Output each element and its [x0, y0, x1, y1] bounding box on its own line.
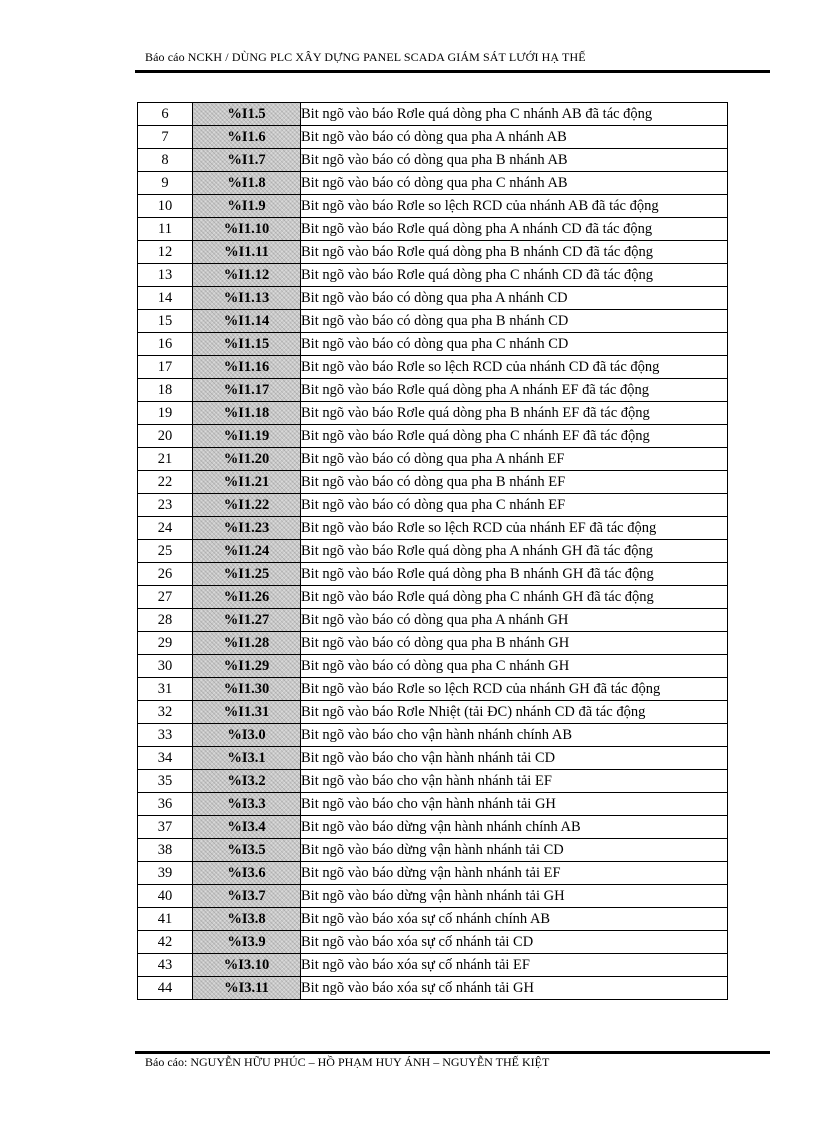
io-description: Bit ngõ vào báo Rơle so lệch RCD của nhánh AB đã tác động [301, 195, 728, 218]
io-description: Bit ngõ vào báo Rơle quá dòng pha B nhánh CD đã tác động [301, 241, 728, 264]
row-number: 17 [138, 356, 193, 379]
table-row [138, 540, 728, 563]
table-row [138, 839, 728, 862]
row-number: 12 [138, 241, 193, 264]
io-address: %I1.24 [193, 540, 301, 563]
io-address: %I1.17 [193, 379, 301, 402]
row-number: 29 [138, 632, 193, 655]
table-row [138, 954, 728, 977]
row-number: 22 [138, 471, 193, 494]
io-description: Bit ngõ vào báo cho vận hành nhánh tải EF [301, 770, 728, 793]
table-row [138, 517, 728, 540]
io-address: %I1.31 [193, 701, 301, 724]
io-description: Bit ngõ vào báo có dòng qua pha C nhánh AB [301, 172, 728, 195]
table-row [138, 609, 728, 632]
row-number: 32 [138, 701, 193, 724]
row-number: 34 [138, 747, 193, 770]
io-address: %I3.10 [193, 954, 301, 977]
io-description: Bit ngõ vào báo có dòng qua pha A nhánh AB [301, 126, 728, 149]
table-row [138, 563, 728, 586]
io-address: %I1.22 [193, 494, 301, 517]
footer-rule [135, 1051, 770, 1054]
row-number: 42 [138, 931, 193, 954]
io-address: %I1.19 [193, 425, 301, 448]
io-description: Bit ngõ vào báo Rơle quá dòng pha C nhánh CD đã tác động [301, 264, 728, 287]
row-number: 19 [138, 402, 193, 425]
row-number: 36 [138, 793, 193, 816]
io-description: Bit ngõ vào báo có dòng qua pha B nhánh EF [301, 471, 728, 494]
row-number: 40 [138, 885, 193, 908]
io-description: Bit ngõ vào báo có dòng qua pha A nhánh CD [301, 287, 728, 310]
row-number: 33 [138, 724, 193, 747]
io-description: Bit ngõ vào báo có dòng qua pha B nhánh GH [301, 632, 728, 655]
io-description: Bit ngõ vào báo Rơle so lệch RCD của nhánh EF đã tác động [301, 517, 728, 540]
table-row [138, 885, 728, 908]
table-row [138, 149, 728, 172]
row-number: 7 [138, 126, 193, 149]
header-rule [135, 70, 770, 73]
io-description: Bit ngõ vào báo có dòng qua pha C nhánh CD [301, 333, 728, 356]
io-description: Bit ngõ vào báo Rơle so lệch RCD của nhánh CD đã tác động [301, 356, 728, 379]
row-number: 24 [138, 517, 193, 540]
io-description: Bit ngõ vào báo Rơle quá dòng pha C nhánh GH đã tác động [301, 586, 728, 609]
table-row [138, 241, 728, 264]
page-footer: Báo cáo: NGUYỄN HỮU PHÚC – HỒ PHẠM HUY ÁNH – NGUYỄN THẾ KIỆT [145, 1055, 550, 1069]
io-description: Bit ngõ vào báo có dòng qua pha B nhánh CD [301, 310, 728, 333]
io-description: Bit ngõ vào báo cho vận hành nhánh tải CD [301, 747, 728, 770]
row-number: 41 [138, 908, 193, 931]
row-number: 9 [138, 172, 193, 195]
table-row [138, 632, 728, 655]
io-description: Bit ngõ vào báo Rơle quá dòng pha C nhánh EF đã tác động [301, 425, 728, 448]
io-address: %I1.18 [193, 402, 301, 425]
io-description: Bit ngõ vào báo Rơle Nhiệt (tải ĐC) nhánh CD đã tác động [301, 701, 728, 724]
table-row [138, 402, 728, 425]
row-number: 6 [138, 103, 193, 126]
io-description: Bit ngõ vào báo cho vận hành nhánh chính AB [301, 724, 728, 747]
table-row [138, 356, 728, 379]
io-address: %I3.3 [193, 793, 301, 816]
row-number: 38 [138, 839, 193, 862]
io-address: %I3.5 [193, 839, 301, 862]
row-number: 35 [138, 770, 193, 793]
table-row [138, 264, 728, 287]
table-row [138, 287, 728, 310]
io-address: %I1.28 [193, 632, 301, 655]
io-description: Bit ngõ vào báo dừng vận hành nhánh tải CD [301, 839, 728, 862]
io-description: Bit ngõ vào báo cho vận hành nhánh tải GH [301, 793, 728, 816]
io-address: %I3.8 [193, 908, 301, 931]
table-row [138, 908, 728, 931]
table-row [138, 862, 728, 885]
row-number: 16 [138, 333, 193, 356]
io-address: %I1.7 [193, 149, 301, 172]
row-number: 8 [138, 149, 193, 172]
table-row [138, 977, 728, 1000]
table-row [138, 701, 728, 724]
io-description: Bit ngõ vào báo xóa sự cố nhánh chính AB [301, 908, 728, 931]
row-number: 18 [138, 379, 193, 402]
io-description: Bit ngõ vào báo Rơle so lệch RCD của nhánh GH đã tác động [301, 678, 728, 701]
row-number: 28 [138, 609, 193, 632]
io-description: Bit ngõ vào báo Rơle quá dòng pha A nhánh GH đã tác động [301, 540, 728, 563]
io-address: %I1.12 [193, 264, 301, 287]
io-address: %I1.10 [193, 218, 301, 241]
io-description: Bit ngõ vào báo có dòng qua pha A nhánh EF [301, 448, 728, 471]
io-description: Bit ngõ vào báo Rơle quá dòng pha A nhánh CD đã tác động [301, 218, 728, 241]
row-number: 39 [138, 862, 193, 885]
io-address: %I3.0 [193, 724, 301, 747]
io-address: %I1.21 [193, 471, 301, 494]
table-row [138, 770, 728, 793]
table-row [138, 425, 728, 448]
table-row [138, 471, 728, 494]
io-address: %I3.11 [193, 977, 301, 1000]
io-address: %I3.1 [193, 747, 301, 770]
io-address: %I1.23 [193, 517, 301, 540]
io-address: %I1.27 [193, 609, 301, 632]
io-address: %I3.4 [193, 816, 301, 839]
io-address: %I1.15 [193, 333, 301, 356]
row-number: 31 [138, 678, 193, 701]
io-description: Bit ngõ vào báo có dòng qua pha C nhánh GH [301, 655, 728, 678]
row-number: 26 [138, 563, 193, 586]
row-number: 14 [138, 287, 193, 310]
row-number: 15 [138, 310, 193, 333]
io-address: %I3.2 [193, 770, 301, 793]
table-row [138, 333, 728, 356]
table-row [138, 379, 728, 402]
io-table-body [138, 103, 728, 1000]
io-address: %I3.7 [193, 885, 301, 908]
row-number: 30 [138, 655, 193, 678]
io-description: Bit ngõ vào báo có dòng qua pha A nhánh GH [301, 609, 728, 632]
io-description: Bit ngõ vào báo xóa sự cố nhánh tải GH [301, 977, 728, 1000]
page-header: Báo cáo NCKH / DÙNG PLC XÂY DỰNG PANEL SCADA GIÁM SÁT LƯỚI HẠ THẾ [145, 50, 586, 64]
table-row [138, 724, 728, 747]
table-row [138, 172, 728, 195]
row-number: 27 [138, 586, 193, 609]
io-address: %I1.8 [193, 172, 301, 195]
io-address: %I1.30 [193, 678, 301, 701]
io-address: %I1.9 [193, 195, 301, 218]
io-address: %I1.20 [193, 448, 301, 471]
io-address: %I1.14 [193, 310, 301, 333]
io-address: %I3.9 [193, 931, 301, 954]
row-number: 44 [138, 977, 193, 1000]
io-address: %I1.25 [193, 563, 301, 586]
row-number: 37 [138, 816, 193, 839]
table-row [138, 816, 728, 839]
row-number: 23 [138, 494, 193, 517]
io-address: %I1.11 [193, 241, 301, 264]
io-address: %I1.13 [193, 287, 301, 310]
io-description: Bit ngõ vào báo dừng vận hành nhánh tải EF [301, 862, 728, 885]
table-row [138, 655, 728, 678]
row-number: 25 [138, 540, 193, 563]
table-row [138, 931, 728, 954]
table-row [138, 310, 728, 333]
io-description: Bit ngõ vào báo có dòng qua pha B nhánh AB [301, 149, 728, 172]
io-description: Bit ngõ vào báo dừng vận hành nhánh tải GH [301, 885, 728, 908]
row-number: 11 [138, 218, 193, 241]
table-row [138, 448, 728, 471]
row-number: 20 [138, 425, 193, 448]
table-row [138, 678, 728, 701]
io-description: Bit ngõ vào báo Rơle quá dòng pha A nhánh EF đã tác động [301, 379, 728, 402]
io-description: Bit ngõ vào báo xóa sự cố nhánh tải CD [301, 931, 728, 954]
table-row [138, 793, 728, 816]
io-address: %I1.26 [193, 586, 301, 609]
table-row [138, 747, 728, 770]
io-description: Bit ngõ vào báo xóa sự cố nhánh tải EF [301, 954, 728, 977]
row-number: 10 [138, 195, 193, 218]
io-description: Bit ngõ vào báo có dòng qua pha C nhánh EF [301, 494, 728, 517]
table-row [138, 126, 728, 149]
table-row [138, 103, 728, 126]
io-address: %I1.6 [193, 126, 301, 149]
io-address: %I1.16 [193, 356, 301, 379]
io-description: Bit ngõ vào báo dừng vận hành nhánh chính AB [301, 816, 728, 839]
io-description: Bit ngõ vào báo Rơle quá dòng pha B nhánh GH đã tác động [301, 563, 728, 586]
table-row [138, 195, 728, 218]
io-table [137, 102, 728, 1000]
row-number: 43 [138, 954, 193, 977]
row-number: 21 [138, 448, 193, 471]
io-address: %I1.5 [193, 103, 301, 126]
io-address: %I1.29 [193, 655, 301, 678]
io-description: Bit ngõ vào báo Rơle quá dòng pha B nhánh EF đã tác động [301, 402, 728, 425]
row-number: 13 [138, 264, 193, 287]
io-address: %I3.6 [193, 862, 301, 885]
table-row [138, 218, 728, 241]
io-description: Bit ngõ vào báo Rơle quá dòng pha C nhánh AB đã tác động [301, 103, 728, 126]
table-row [138, 586, 728, 609]
table-row [138, 494, 728, 517]
